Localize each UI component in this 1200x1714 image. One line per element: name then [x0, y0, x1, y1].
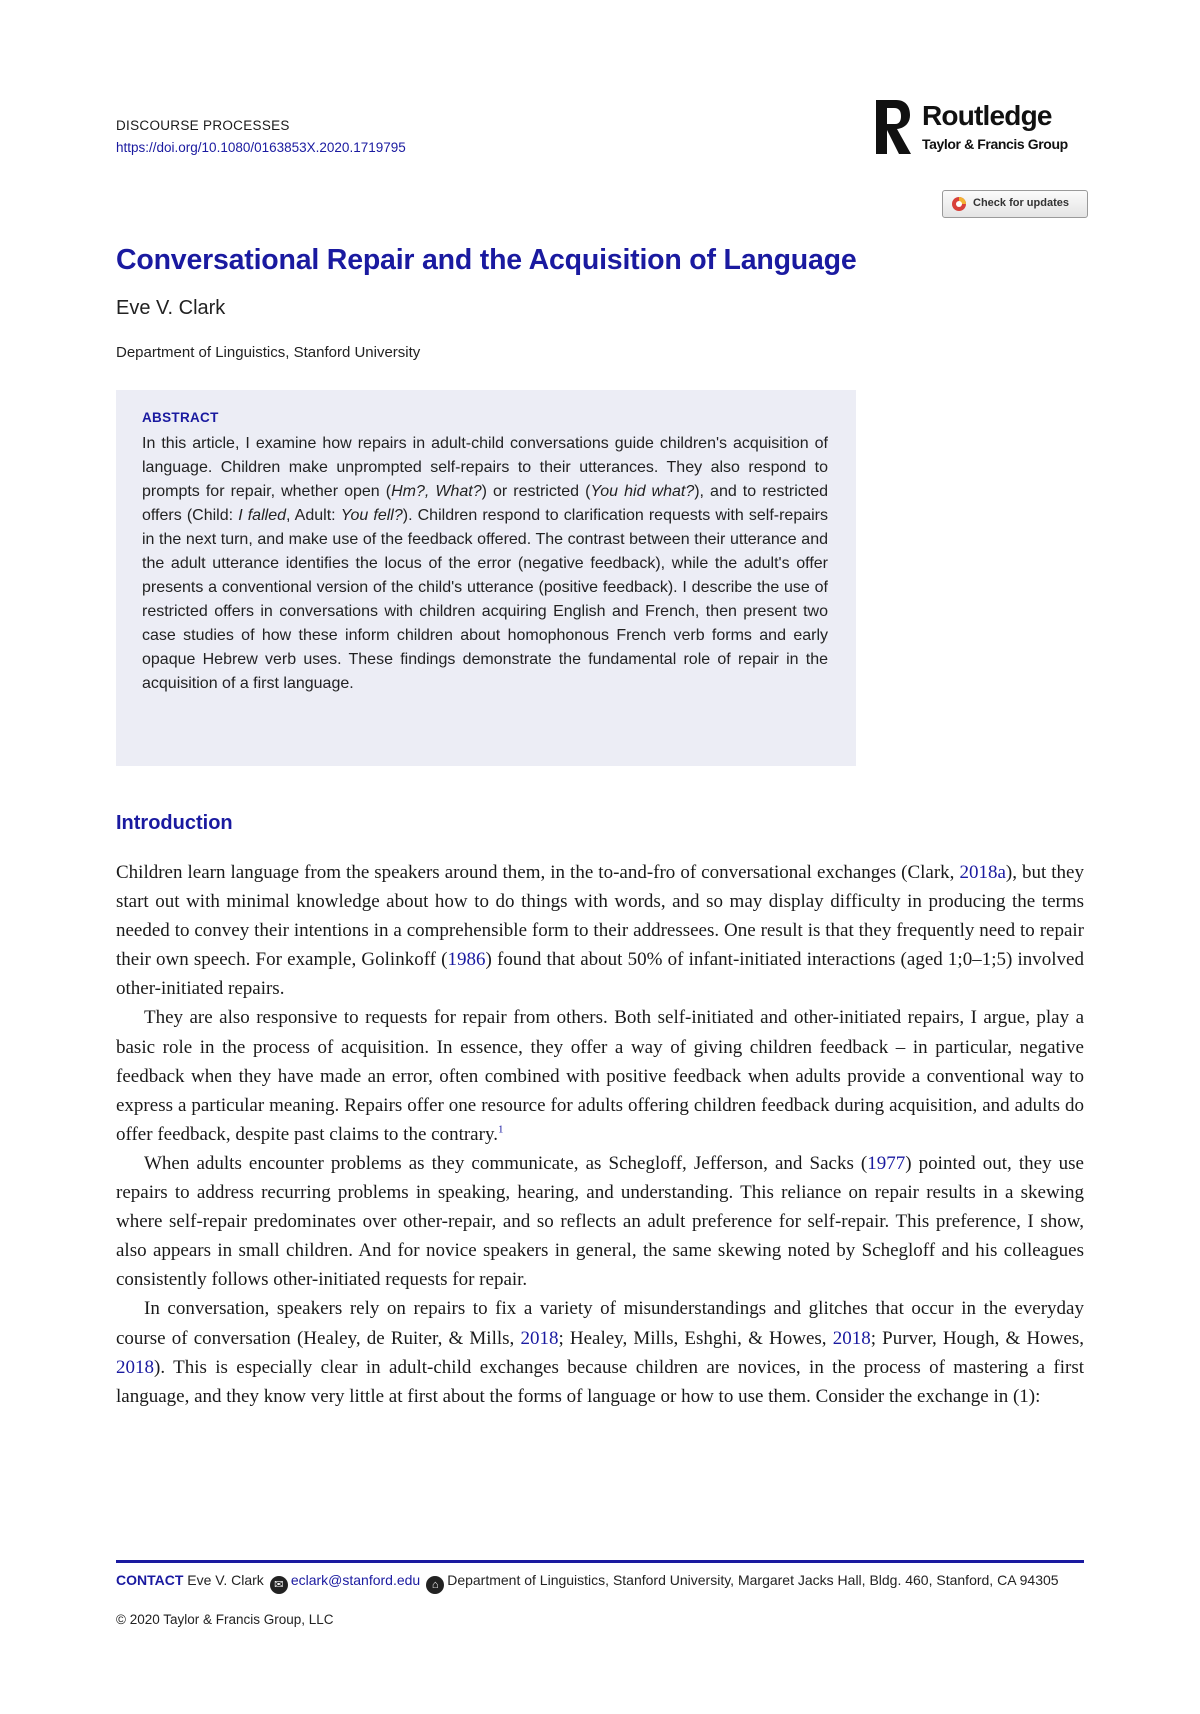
citation-link[interactable]: 1986 [447, 949, 486, 971]
check-updates-button[interactable] [942, 190, 1088, 218]
abstract-text: In this article, I examine how repairs in adult-child conversations guide children's acquisition of language. Children make unprompted self-repairs to their utterances. They also respond to prompts for repair, whether open (Hm?, What?) or restricted (You hid what?), and to restricted offers (Child: I falled, Adult: You fell?). Children respond to clarification requests with self-repairs in the next turn, and make use of the feedback offered. The contrast between their utterance and the adult utterance identifies the locus of the error (negative feedback), while the adult's offer presents a conventional version of the child's utterance (positive feedback). I describe the use of restricted offers in conversations with children acquiring English and French, then present two case studies of how these inform children about homophonous French verb forms and early opaque Hebrew verb uses. These findings demonstrate the fundamental role of repair in the acquisition of a first language. [142, 435, 829, 692]
citation-link[interactable]: 2018 [832, 1327, 871, 1349]
contact-info [116, 1568, 1084, 1594]
paragraph: They are also responsive to requests for repair from others. Both self-initiated and other-initiated repairs, I argue, play a basic role in the process of acquisition. In essence, they offer a way of giving children feedback – in particular, negative feedback when they have made an error, often combined with positive feedback when adults provide a conventional way to express a particular meaning. Repairs offer one resource for adults offering children feedback during acquisition, and adults do offer feedback, despite past claims to the contrary.$^1$ [116, 1007, 1084, 1145]
check-updates-icon [951, 196, 967, 212]
paragraph: When adults encounter problems as they communicate, as Schegloff, Jefferson, and Sacks (1977) pointed out, they use repairs to address recurring problems in speaking, hearing, and understanding. This reliance on repair results in a skewing where self-repair predominates over other-repair, and so reflects an adult preference for self-repair. This preference, I show, also appears in small children. And for novice speakers in general, the same skewing noted by Schegloff and his colleagues consistently follows other-initiated requests for repair. [116, 1152, 1084, 1291]
article-author: Eve V. Clark [116, 297, 226, 319]
email-icon: ✉ [270, 1576, 288, 1594]
paragraph: Children learn language from the speakers around them, in the to-and-fro of conversational exchanges (Clark, 2018a), but they start out with minimal knowledge about how to do things with words, and so may display difficulty in producing the terms needed to convey their intentions in a comprehensible form to their addressees. One result is that they frequently need to repair their own speech. For example, Golinkoff (1986) found that about 50% of infant-initiated interactions (aged 1;0–1;5) involved other-initiated repairs. [116, 862, 1084, 1000]
contact-name: Eve V. Clark [187, 1572, 264, 1588]
doi-link[interactable]: https://doi.org/10.1080/0163853X.2020.1719795 [116, 140, 406, 155]
citation-link[interactable]: 2018 [520, 1327, 559, 1349]
citation-link[interactable]: 2018 [116, 1356, 154, 1378]
footer-rule [116, 1560, 1084, 1563]
section-heading-introduction: Introduction [116, 812, 233, 834]
check-updates-label: Check for updates [973, 197, 1069, 209]
publisher-name: Routledge [922, 100, 1052, 131]
body-text [116, 858, 1084, 1411]
email-link[interactable]: eclark@stanford.edu [290, 1572, 421, 1588]
footnote-link[interactable]: 1 [497, 1123, 504, 1136]
citation-link[interactable]: 1977 [867, 1152, 906, 1174]
contact-label: CONTACT [116, 1572, 184, 1588]
publisher-logo[interactable] [876, 98, 1086, 158]
citation-link[interactable]: 2018a [959, 862, 1006, 883]
copyright: © 2020 Taylor & Francis Group, LLC [116, 1612, 334, 1627]
routledge-logo-icon [876, 100, 912, 154]
address-icon: ⌂ [426, 1576, 444, 1594]
publisher-group: Taylor & Francis Group [922, 136, 1068, 152]
article-title: Conversational Repair and the Acquisition of Language [116, 244, 857, 276]
contact-address: Department of Linguistics, Stanford University, Margaret Jacks Hall, Bldg. 460, Stanford, CA 94305 [447, 1572, 1059, 1588]
abstract-heading: ABSTRACT [142, 410, 219, 425]
paragraph: In conversation, speakers rely on repairs to fix a variety of misunderstandings and glitches that occur in the everyday course of conversation (Healey, de Ruiter, & Mills, 2018; Healey, Mills, Eshghi, & Howes, 2018; Purver, Hough, & Howes, 2018). This is especially clear in adult-child exchanges because children are novices, in the process of mastering a first language, and they know very little at first about the forms of language or how to use them. Consider the exchange in (1): [116, 1298, 1085, 1407]
author-affiliation: Department of Linguistics, Stanford University [116, 344, 421, 361]
journal-name: DISCOURSE PROCESSES [116, 118, 290, 133]
